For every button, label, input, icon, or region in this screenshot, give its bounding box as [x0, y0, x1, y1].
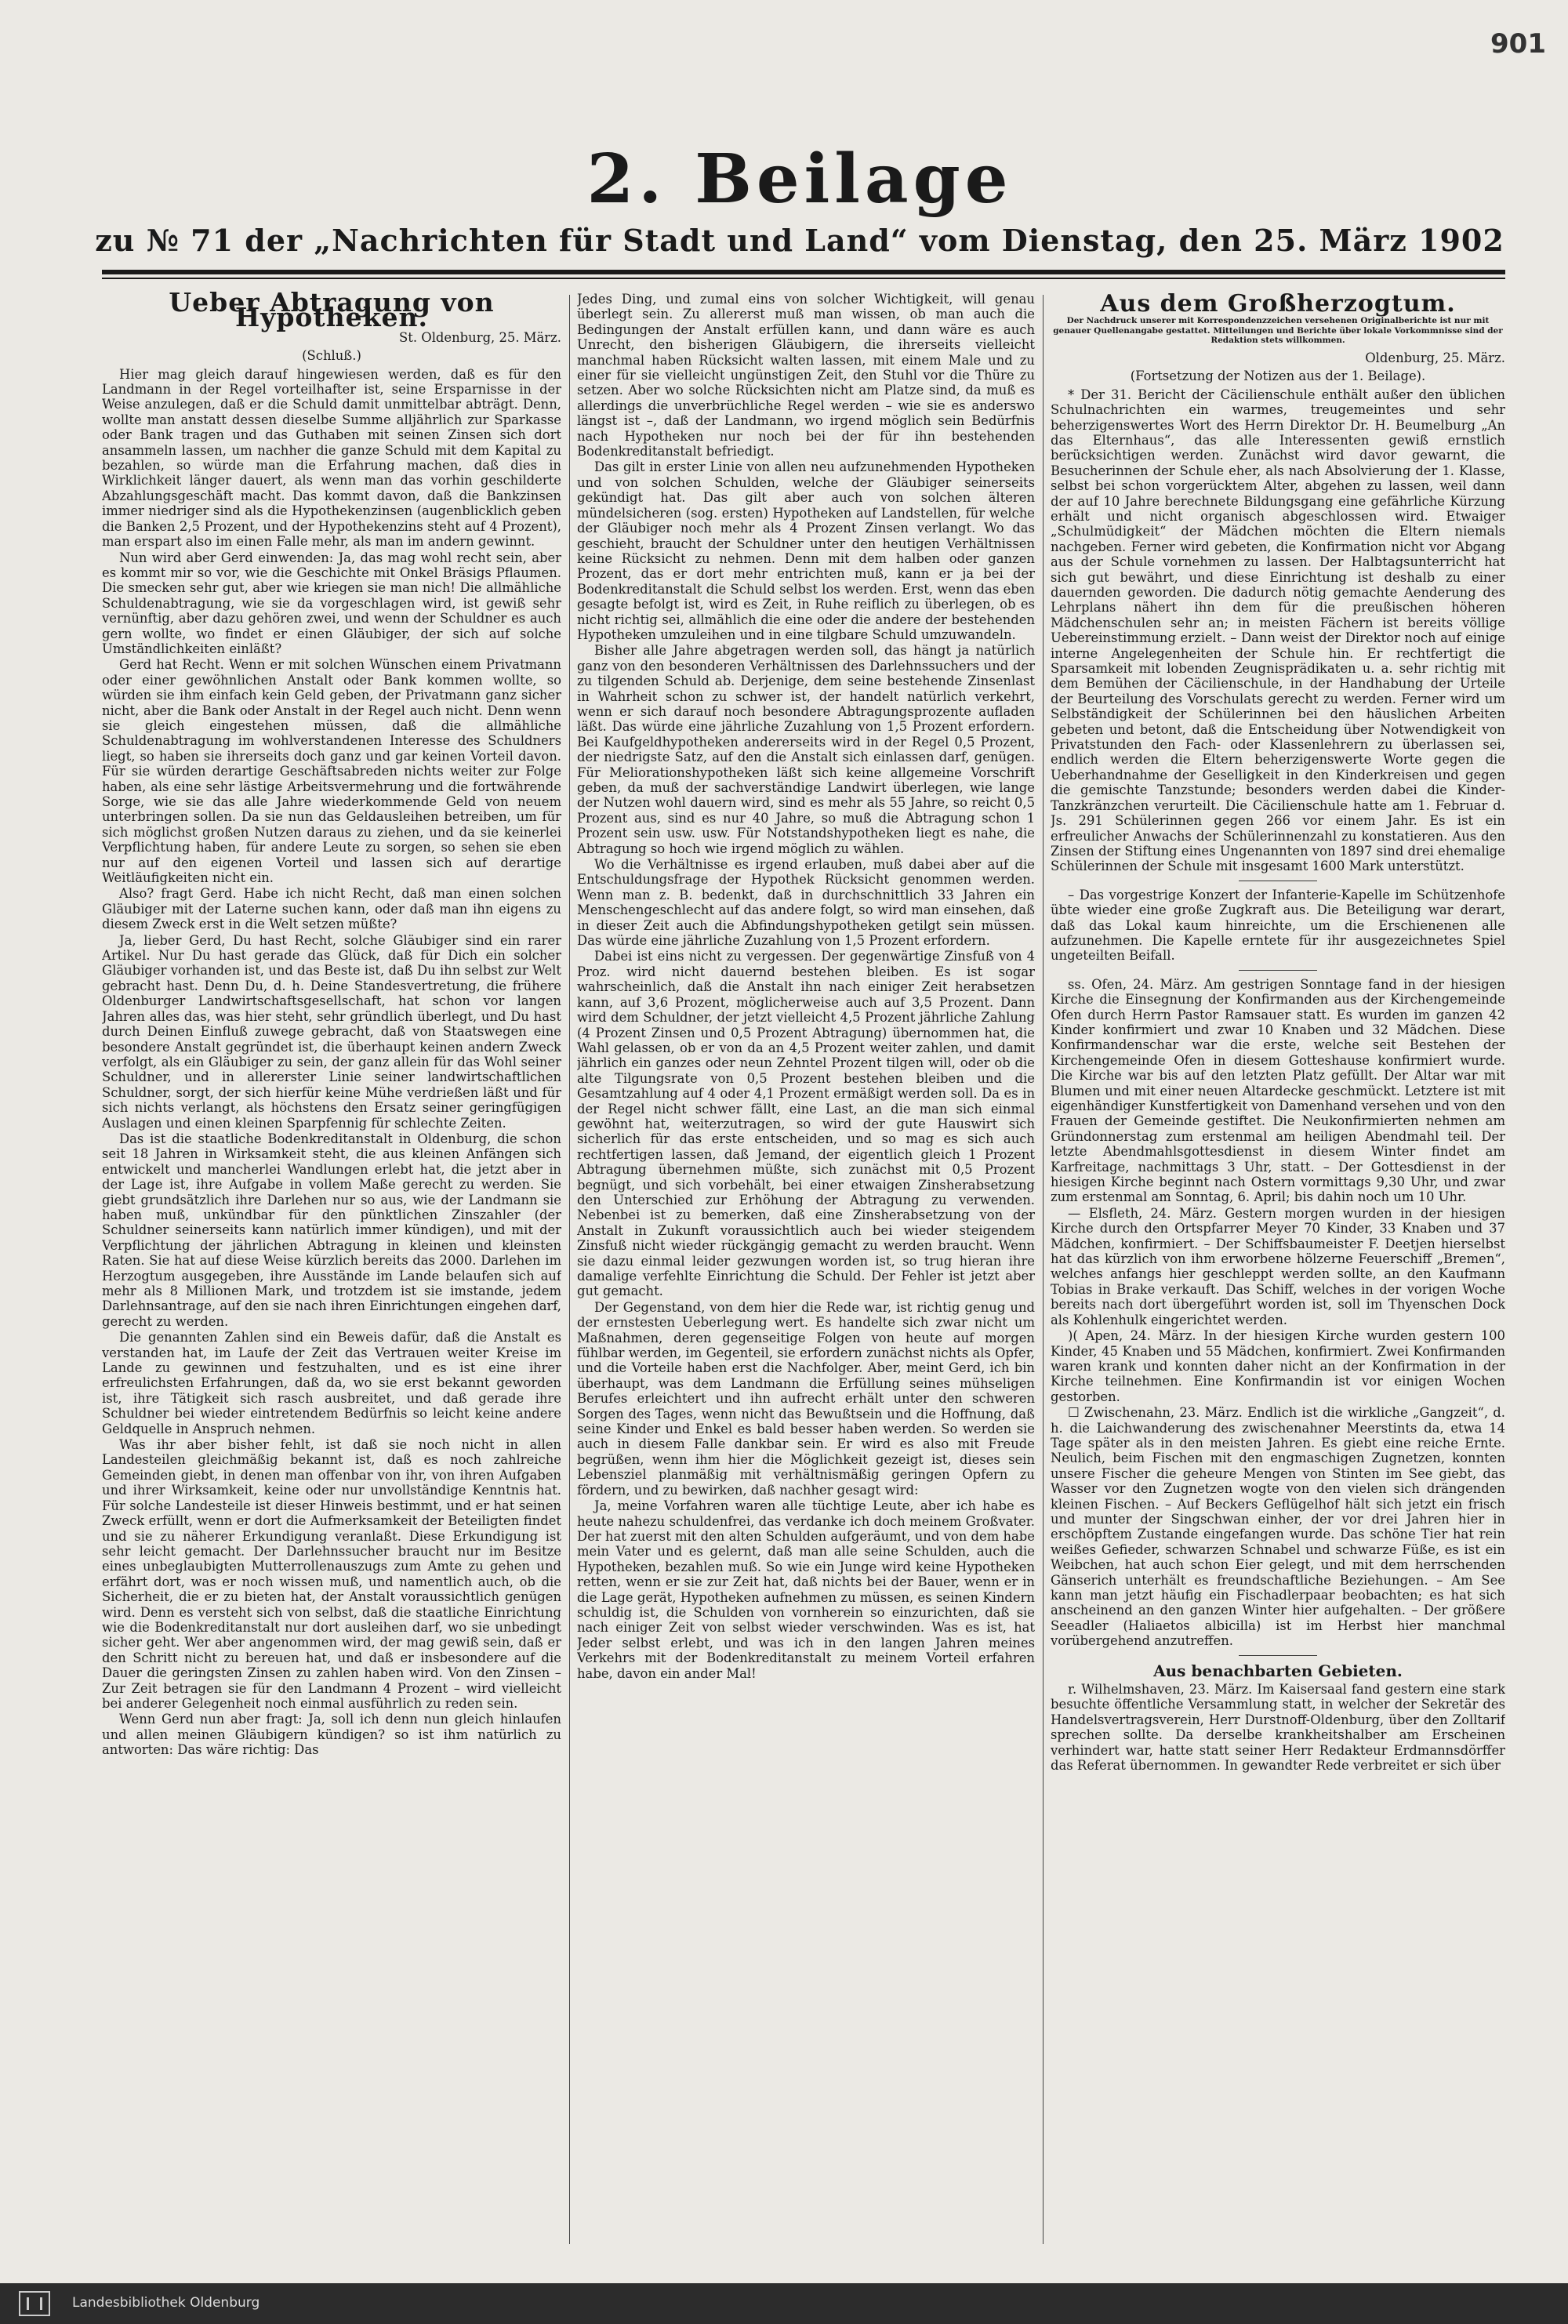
article-paragraph: Das ist die staatliche Bodenkreditanstalt in Oldenburg, die schon seit 18 Jahren in Wirksamkeit steht, die aus kleinen Anfängen sich entwickelt und mancherlei Wandlungen erlebt hat, die jetzt aber in der Lage ist, ihre Aufgabe in vollem Maße gerecht zu werden. Sie giebt grundsätzlich ihre Darlehen nur so aus, wie der Landmann sie haben muß, unkündbar für den pünktlichen Zinszahler (der Schuldner seinerseits kann natürlich immer kündigen), und mit der Verpflichtung der jährlichen Abtragung in kleinen und kleinsten Raten. Sie hat auf diese Weise kürzlich bereits das 2000. Darlehen im Herzogtum ausgegeben, ihre Ausstände im Lande belaufen sich auf mehr als 8 Millionen Mark, und trotzdem ist sie imstande, jedem Darlehnsantrage, auf den sie nach ihren Einrichtungen eingehen darf, gerecht zu werden.: [102, 1131, 561, 1329]
news-item: – Das vorgestrige Konzert der Infanterie-Kapelle im Schützenhofe übte wieder eine große Zugkraft aus. Die Beteiligung war derart, daß das Lokal kaum hinreichte, um die Erschienenen alle aufzunehmen. Die Kapelle erntete für ihr ausgezeichnetes Spiel ungeteilten Beifall.: [1051, 887, 1505, 964]
news-item: ss. Ofen, 24. März. Am gestrigen Sonntage fand in der hiesigen Kirche die Einsegnung der Konfirmanden aus der Kirchengemeinde Ofen durch Herrn Pastor Ramsauer statt. Es wurden im ganzen 42 Kinder konfirmiert und zwar 10 Knaben und 32 Mädchen. Diese Konfirmandenschar war die erste, welche seit Bestehen der Kirchengemeinde Ofen in diesem Gotteshause konfirmiert wurde. Die Kirche war bis auf den letzten Platz gefüllt. Der Altar war mit Blumen und mit einer neuen Altardecke geschmückt. Letztere ist mit eigenhändiger Kunstfertigkeit von Damenhand versehen und von den Frauen der Gemeinde gestiftet. Die Neukonfirmierten nehmen am Gründonnerstag zum erstenmal am heiligen Abendmahl teil. Der letzte Abendmahlsgottesdienst in diesem Winter findet am Karfreitage, nachmittags 3 Uhr, statt. – Der Gottesdienst in der hiesigen Kirche beginnt nach Ostern vormittags 9,30 Uhr, und zwar zum erstenmal am Sonntag, 6. April; bis dahin noch um 10 Uhr.: [1051, 976, 1505, 1205]
column-divider: [1043, 295, 1044, 2244]
article-paragraph: Wo die Verhältnisse es irgend erlauben, muß dabei aber auf die Entschuldungsfrage der Hypothek Rücksicht genommen werden. Wenn man z. B. bedenkt, daß in durchschnittlich 33 Jahren ein Menschengeschlecht auf das andere folgt, so wird man einsehen, daß in dieser Zeit auch die Abfindungshypotheken getilgt sein müssen. Das würde eine jährliche Zuzahlung von 1,5 Prozent erfordern.: [577, 857, 1035, 949]
article-paragraph: Das gilt in erster Linie von allen neu aufzunehmenden Hypotheken und von solchen Schulden, welche der Gläubiger seinerseits gekündigt hat. Das gilt aber auch von solchen älteren mündelsicheren (sog. ersten) Hypotheken auf Landstellen, für welche der Gläubiger noch mehr als 4 Prozent Zinsen verlangt. Wo das geschieht, braucht der Schuldner unter den heutigen Verhältnissen keine Rücksicht zu nehmen. Denn mit dem halben oder ganzen Prozent, das er dort mehr entrichten muß, kann er ja bei der Bodenkreditanstalt die Schuld selbst los werden. Erst, wenn das eben gesagte befolgt ist, wird es Zeit, in Ruhe reiflich zu überlegen, ob es nicht richtig sei, allmählich die eine oder die andere der bestehenden Hypotheken umzuleihen und in eine tilgbare Schuld umzuwandeln.: [577, 459, 1035, 642]
news-item: * Der 31. Bericht der Cäcilienschule enthält außer den üblichen Schulnachrichten ein warmes, treugemeintes und sehr beherzigenswertes Wort des Herrn Direktor Dr. H. Beumelburg „An das Elternhaus“, das alle Interessenten gewiß ernstlich berücksichtigen werden. Zunächst wird davor gewarnt, die Besucherinnen der Schule eher, als nach Absolvierung der 1. Klasse, selbst bei schon vorgerücktem Alter, abgehen zu lassen, weil dann der auf 10 Jahre berechnete Bildungsgang eine gefährliche Kürzung erhält und nicht organisch abgeschlossen wird. Etwaiger „Schulmüdigkeit“ der Mädchen möchten die Eltern niemals nachgeben. Ferner wird gebeten, die Konfirmation nicht vor Abgang aus der Schule vornehmen zu lassen. Der Halbtagsunterricht hat sich gut bewährt, und diese Einrichtung ist deshalb zu einer dauernden geworden. Die dadurch nötig gemachte Aenderung des Lehrplans nähert ihn dem für die preußischen höheren Mädchenschulen sehr an; in meisten Fächern ist bereits völlige Uebereinstimmung erzielt. – Dann weist der Direktor noch auf einige interne Angelegenheiten der Schule hin. Er rechtfertigt die Sparsamkeit mit lobenden Zeugnisprädikaten u. a. sehr richtig mit dem Bemühen der Cäcilienschule, in der Handhabung der Urteile der Beurteilung des Vorschulats gerecht zu werden. Ferner wird um Selbständigkeit der Schülerinnen bei den häuslichen Arbeiten gebeten und betont, daß die Entscheidung über Notwendigkeit von Privatstunden den Fach- oder Klassenlehrern zu überlassen sei, endlich werden die Eltern beherzigenswerte Worte gegen die Ueberhandnahme der Geselligkeit in den Kinderkreisen und gegen die gemischte Tanzstunde; besonders werden dabei die Kinder-Tanzkränzchen verurteilt. Die Cäcilienschule hatte am 1. Februar d. Js. 291 Schülerinnen gegen 266 vor einem Jahr. Es ist ein erfreulicher Anwachs der Schülerinnenzahl zu konstatieren. Aus den Zinsen der Stiftung eines Ungenannten von 1897 sind drei ehemalige Schülerinnen der Schule mit insgesamt 1600 Mark unterstützt.: [1051, 387, 1505, 874]
article-paragraph: Also? fragt Gerd. Habe ich nicht Recht, daß man einen solchen Gläubiger mit der Laterne suchen kann, oder daß man ihn eigens zu diesem Zweck erst in die Welt setzen müßte?: [102, 886, 561, 932]
column-3: [1051, 292, 1505, 2252]
newspaper-page: [94, 0, 1505, 2274]
section-subhead: Aus benachbarten Gebieten.: [1153, 1661, 1403, 1680]
separator: [1239, 1655, 1317, 1656]
article-paragraph: Nun wird aber Gerd einwenden: Ja, das mag wohl recht sein, aber es kommt mir so vor, wie die Geschichte mit Onkel Bräsigs Pflaumen. Die smecken sehr gut, aber wie kriegen sie man nich! Die allmähliche Schuldenabtragung, wie sie da vorgeschlagen wird, ist gewiß sehr vernünftig, aber dazu gehören zwei, und wenn der Schuldner es auch gern wollte, wo findet er einen Gläubiger, der sich auf solche Umständlichkeiten einläßt?: [102, 550, 561, 656]
masthead-rule-thin: [102, 278, 1505, 279]
article-paragraph: Wenn Gerd nun aber fragt: Ja, soll ich denn nun gleich hinlaufen und allen meinen Gläubigern kündigen? so ist ihm natürlich zu antworten: Das wäre richtig: Das: [102, 1712, 561, 1758]
article-dateline: St. Oldenburg, 25. März.: [399, 329, 561, 345]
page-number: 901: [1490, 28, 1546, 60]
section-note: (Fortsetzung der Notizen aus der 1. Beilage).: [1130, 369, 1426, 384]
news-item: ☐ Zwischenahn, 23. März. Endlich ist die wirkliche „Gangzeit“, d. h. die Laichwanderung des zwischenahner Meerstints da, etwa 14 Tage später als in den meisten Jahren. Es giebt eine reiche Ernte. Neulich, beim Fischen mit den engmaschigen Zugnetzen, konnten unsere Fischer die geheure Mengen von Stinten im See giebt, das Wasser vor den Zugnetzen wogte von den vielen sich drängenden kleinen Fischen. – Auf Beckers Geflügelhof hält sich jetzt ein frisch und munter der Singschwan einher, der vor drei Jahren hier in erschöpftem Zustande eingefangen wurde. Das schöne Tier hat rein weißes Gefieder, schwarzen Schnabel und schwarze Füße, es ist ein Weibchen, hat auch schon Eier gelegt, und mit dem herrschenden Gänserich unterhält es freundschaftliche Beziehungen. – Am See kann man jetzt häufig ein Fischadlerpaar beobachten; es hat sich anscheinend an den ganzen Winter hier aufgehalten. – Der größere Seeadler (Haliaetos albicilla) ist im Herbst hier manchmal vorübergehend anzutreffen.: [1051, 1405, 1505, 1649]
article-paragraph: Ja, lieber Gerd, Du hast Recht, solche Gläubiger sind ein rarer Artikel. Nur Du hast gerade das Glück, daß für Dich ein solcher Gläubiger vorhanden ist, und das Beste ist, daß Du ihn selbst zur Welt gebracht hast. Denn Du, d. h. Deine Standesvertretung, die frühere Oldenburger Landwirtschaftsgesellschaft, hat schon vor langen Jahren alles das, was hier steht, sehr gründlich überlegt, und Du hast durch Deinen Einfluß zuwege gebracht, daß von Staatswegen eine besondere Anstalt gegründet ist, die überhaupt keinen andern Zweck verfolgt, als ein Gläubiger zu sein, der ganz allein für das Wohl seiner Schuldner, und in allererster Linie seiner landwirtschaftlichen Schuldner, sorgt, der sich hierfür keine Mühe verdrießen läßt und für sich nichts verlangt, als höchstens den Ersatz seiner geringfügigen Auslagen und einen kleinen Sparpfennig für schlechte Zeiten.: [102, 932, 561, 1131]
news-item: r. Wilhelmshaven, 23. März. Im Kaisersaal fand gestern eine stark besuchte öffentliche Versammlung statt, in welcher der Sekretär des Handelsvertragsverein, Herr Durstnoff-Oldenburg, über den Zolltarif sprechen sollte. Da derselbe krankheitshalber am Erscheinen verhindert war, hatte statt seiner Herr Redakteur Erdmannsdörffer das Referat übernommen. In gewandter Rede verbreitet er sich über: [1051, 1682, 1505, 1774]
masthead-rule: [102, 270, 1505, 274]
article-paragraph: Der Gegenstand, von dem hier die Rede war, ist richtig genug und der ernstesten Ueberlegung wert. Es handelte sich zwar nicht um Maßnahmen, deren gegenseitige Folgen von heute auf morgen fühlbar werden, im Gegenteil, sie erfordern zunächst nichts als Opfer, und die Vorteile haben erst die Nachfolger. Aber, meint Gerd, ich bin überhaupt, was dem Landmann die Erfüllung seines mühseligen Berufes erleichtert und ihn aufrecht erhält unter den schweren Sorgen des Tages, wenn nicht das Bewußtsein und die Hoffnung, daß seine Kinder und Enkel es bald besser haben werden. So werden sie auch in diesem Falle dankbar sein. Er wird es also mit Freude begrüßen, wenn ihm hier die Möglichkeit gezeigt ist, dieses sein Lebensziel planmäßig mit verhältnismäßig geringen Opfern zu fördern, und zu bewirken, daß nachher gesagt wird:: [577, 1299, 1035, 1498]
article-paragraph: Hier mag gleich darauf hingewiesen werden, daß es für den Landmann in der Regel vorteilhafter ist, seine Ersparnisse in der Weise anzulegen, daß er die Schuld damit unmittelbar abträgt. Denn, wollte man anstatt dessen dieselbe Summe alljährlich zur Sparkasse oder Bank tragen und das Guthaben mit seinen Zinsen sich dort ansammeln lassen, um nachher die ganze Schuld mit dem Kapital zu bezahlen, so würde man die Erfahrung machen, daß dies in Wirklichkeit länger dauert, als wenn man das vorhin geschilderte Abzahlungsgeschäft macht. Das kommt davon, daß die Bankzinsen immer niedriger sind als die Hypothekenzinsen (augenblicklich geben die Banken 2,5 Prozent, und der Hypothekenzins steht auf 4 Prozent), man erspart also im einen Falle mehr, als man im andern gewinnt.: [102, 366, 561, 550]
supplement-title: 2. Beilage: [586, 140, 1013, 219]
article-note: (Schluß.): [302, 348, 361, 364]
article-paragraph: Jedes Ding, und zumal eins von solcher Wichtigkeit, will genau überlegt sein. Zu allererst muß man wissen, ob man auch die Bedingungen der Anstalt erfüllen kann, und dann wäre es auch Unrecht, den bisherigen Gläubigern, die ihrerseits vielleicht manchmal haben Rücksicht walten lassen, mit einem Male und zu einer für sie vielleicht ungünstigen Zeit, den Stuhl vor die Thüre zu setzen. Aber wo solche Rücksichten nicht am Platze sind, da muß es allerdings die unverbrüchliche Regel werden – wie sie es anderswo längst ist –, daß der Landmann, wo irgend möglich sein Bedürfnis nach Hypotheken nur noch bei der für ihn bestehenden Bodenkreditanstalt befriedigt.: [577, 292, 1035, 459]
news-item: — Elsfleth, 24. März. Gestern morgen wurden in der hiesigen Kirche durch den Ortspfarrer Meyer 70 Kinder, 33 Knaben und 37 Mädchen, konfirmiert. – Der Schiffsbaumeister F. Deetjen hierselbst hat das kürzlich von ihm erworbene hölzerne Feuerschiff „Bremen“, welches anfangs hier geschleppt werden sollte, an den Kaufmann Tobias in Brake verkauft. Das Schiff, welches in der vorigen Woche bereits nach dort übergeführt worden ist, soll im Thyenschen Dock als Kohlenhulk eingerichtet werden.: [1051, 1205, 1505, 1327]
article-paragraph: Was ihr aber bisher fehlt, ist daß sie noch nicht in allen Landesteilen gleichmäßig bekannt ist, daß es noch zahlreiche Gemeinden giebt, in denen man offenbar von ihr, von ihren Aufgaben und ihrer Wirksamkeit, keine oder nur unvollständige Kenntnis hat. Für solche Landesteile ist dieser Hinweis bestimmt, und er hat seinen Zweck erfüllt, wenn er dort die Aufmerksamkeit der Beteiligten findet und sie zu näherer Erkundigung veranlaßt. Diese Erkundigung ist sehr leicht gemacht. Der Darlehnssucher braucht nur im Besitze eines unbeglaubigten Mutterrollenauszugs zum Amte zu gehen und erfährt dort, was er noch wissen muß, und namentlich auch, ob die Sicherheit, die er zu bieten hat, der Anstalt voraussichtlich genügen wird. Denn es versteht sich von selbst, daß die staatliche Einrichtung wie die Bodenkreditanstalt nur dort ausleihen darf, wo sie unbedingt sicher geht. Wer aber angenommen wird, der mag gewiß sein, daß er den Schritt nicht zu bereuen hat, und daß er insbesondere auf die Dauer die geringsten Zinsen zu zahlen haben wird. Von den Zinsen – Zur Zeit betragen sie für den Landmann 4 Prozent – wird vielleicht bei anderer Gelegenheit noch einmal ausführlich zu reden sein.: [102, 1437, 561, 1711]
section-title: Aus dem Großherzogtum.: [1100, 292, 1456, 318]
section-dateline: Oldenburg, 25. März.: [1365, 350, 1505, 365]
library-name: Landesbibliothek Oldenburg: [72, 2295, 260, 2311]
article-paragraph: Die genannten Zahlen sind ein Beweis dafür, daß die Anstalt es verstanden hat, im Laufe der Zeit das Vertrauen weiter Kreise im Lande zu gewinnen und festzuhalten, und es ist eine ihrer erfreulichsten Erfahrungen, daß da, wo sie erst bekannt geworden ist, ihre Tätigkeit sich rasch ausbreitet, und daß gerade ihre Schuldner bei wieder eintretendem Bedürfnis so leicht keine andere Geldquelle in Anspruch nehmen.: [102, 1330, 561, 1436]
news-item: )( Apen, 24. März. In der hiesigen Kirche wurden gestern 100 Kinder, 45 Knaben und 55 Mädchen, konfirmiert. Zwei Konfirmanden waren krank und konnten daher nicht an der Konfirmation in der Kirche teilnehmen. Eine Konfirmandin ist vor einigen Wochen gestorben.: [1051, 1328, 1505, 1404]
reprint-notice: Der Nachdruck unserer mit Korrespondenzzeichen versehenen Originalberichte ist nur mit genauer Quellenangabe gestattet. Mitteilungen und Berichte über lokale Vorkommnisse sind der Redaktion stets willkommen.: [1053, 316, 1503, 346]
column-divider: [569, 295, 570, 2244]
column-2: [577, 292, 1035, 2252]
article-paragraph: Ja, meine Vorfahren waren alle tüchtige Leute, aber ich habe es heute nahezu schuldenfrei, das verdanke ich doch meinem Großvater. Der hat zuerst mit den alten Schulden aufgeräumt, und von dem habe mein Vater und es gelernt, daß man alle seine Schulden, auch die Hypotheken, bezahlen muß. So wie ein Junge wird keine Hypotheken retten, wenn er sie zur Zeit hat, daß nichts bei der Bauer, wenn er in die Lage gerät, Hypotheken aufnehmen zu müssen, es seinen Kindern schuldig ist, die Schulden von vornherein so einzurichten, daß sie nach einiger Zeit von selbst wieder verschwinden. Was es ist, hat Jeder selbst erlebt, und was ich in den langen Jahren meines Verkehrs mit der Bodenkreditanstalt zu meinem Vorteil erfahren habe, davon ein ander Mal!: [577, 1498, 1035, 1681]
article-title: Ueber Abtragung von Hypotheken.: [169, 292, 495, 333]
supplement-subtitle: zu № 71 der „Nachrichten für Stadt und Land“ vom Dienstag, den 25. März 1902: [95, 223, 1504, 258]
library-logo-icon: [19, 2291, 50, 2316]
separator: [1239, 970, 1317, 971]
column-1: [102, 292, 561, 2252]
article-paragraph: Dabei ist eins nicht zu vergessen. Der gegenwärtige Zinsfuß von 4 Proz. wird nicht dauernd bestehen bleiben. Es ist sogar wahrscheinlich, daß die Anstalt ihn nach einiger Zeit herabsetzen kann, auf 3,6 Prozent, möglicherweise auch auf 3,5 Prozent. Dann wird dem Schuldner, der jetzt vielleicht 4,5 Prozent jährliche Zahlung (4 Prozent Zinsen und 0,5 Prozent Abtragung) übernommen hat, die Wahl gelassen, ob er von da an 4,5 Prozent weiter zahlen, und damit jährlich ein ganzes oder neun Zehntel Prozent tilgen will, oder ob die alte Tilgungsrate von 0,5 Prozent bestehen bleiben und die Gesamtzahlung auf 4 oder 4,1 Prozent ermäßigt werden soll. Da es in der Regel nicht schwer fällt, eine Last, an die man sich einmal gewöhnt hat, weiterzutragen, so wird der gute Hauswirt sich sicherlich für das erste entscheiden, und so mag es sich auch rechtfertigen lassen, daß Jemand, der eigentlich gleich 1 Prozent Abtragung übernehmen müßte, sich zunächst mit 0,5 Prozent begnügt, und sich vorbehält, bei einer etwaigen Zinsherabsetzung den Unterschied zur Erhöhung der Abtragung zu verwenden. Nebenbei ist zu bemerken, daß eine Zinsherabsetzung von der Anstalt in Zukunft voraussichtlich auch bei wieder steigendem Zinsfuß nicht wieder rückgängig gemacht zu werden braucht. Wenn sie dazu einmal leider gezwungen worden ist, so trug hieran ihre damalige verfehlte Einrichtung die Schuld. Der Fehler ist jetzt aber gut gemacht.: [577, 949, 1035, 1299]
article-paragraph: Bisher alle Jahre abgetragen werden soll, das hängt ja natürlich ganz von den besonderen Verhältnissen des Darlehnssuchers und der zu tilgenden Schuld ab. Derjenige, dem seine bestehende Zinsenlast in Wahrheit schon zu schwer ist, der handelt natürlich verkehrt, wenn er sich darauf noch besondere Abtragungsprozente aufladen läßt. Das würde eine jährliche Zuzahlung von 1,5 Prozent erfordern. Bei Kaufgeldhypotheken andererseits wird in der Regel 0,5 Prozent, der niedrigste Satz, auf den die Anstalt sich einlassen darf, genügen. Für Meliorationshypotheken läßt sich keine allgemeine Vorschrift geben, da muß der sachverständige Landwirt überlegen, wie lange der Nutzen wohl dauern wird, sind es mehr als 55 Jahre, so reicht 0,5 Prozent aus, sind es nur 40 Jahre, so muß die Abtragung schon 1 Prozent sein usw. usw. Für Notstandshypotheken liegt es nahe, die Abtragung so hoch wie irgend möglich zu wählen.: [577, 643, 1035, 856]
library-footer-bar: [0, 2283, 1568, 2324]
article-paragraph: Gerd hat Recht. Wenn er mit solchen Wünschen einem Privatmann oder einer gewöhnlichen Anstalt oder Bank kommen wollte, so würden sie ihm einfach kein Geld geben, der Privatmann ganz sicher nicht, aber die Bank oder Anstalt in der Regel auch nicht. Denn wenn sie gleich eingestehen müssen, daß die allmähliche Schuldenabtragung im wohlverstandenen Interesse des Schuldners liegt, so haben sie ihrerseits doch ganz und gar keinen Vorteil davon. Für sie würden derartige Geschäftsabreden nichts weiter zur Folge haben, als eine sehr lästige Arbeitsvermehrung und die fortwährende Sorge, wie sie das alle Jahre wiederkommende Geld von neuem unterbringen sollen. Da sie nun das Geldausleihen betreiben, um für sich möglichst großen Nutzen daraus zu ziehen, und da sie keinerlei Verpflichtung haben, für andere Leute zu sorgen, so sehen sie eben nur auf den eigenen Vorteil und lassen sich auf derartige Weitläufigkeiten nicht ein.: [102, 657, 561, 886]
